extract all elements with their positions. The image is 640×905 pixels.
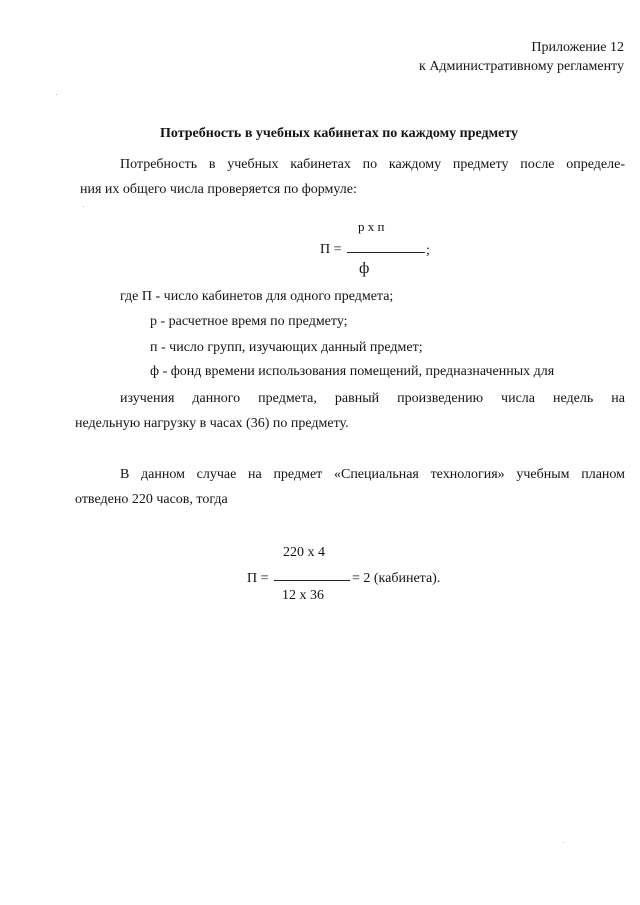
formula1-denominator: ф — [359, 260, 370, 277]
definition-p-total: где П - число кабинетов для одного предмета; — [120, 289, 394, 304]
definition-f-continued: изучения данного предмета, равный произведению числа недель на — [120, 391, 625, 406]
formula2-denominator: 12 х 36 — [282, 588, 324, 603]
example-line-1: В данном случае на предмет «Специальная технология» учебным планом — [120, 467, 625, 482]
scan-speck — [56, 94, 57, 95]
appendix-reference: к Административному регламенту — [419, 59, 624, 74]
definition-n: п - число групп, изучающих данный предмет; — [150, 340, 423, 355]
formula2-lhs: П = — [247, 571, 269, 586]
formula2-numerator: 220 х 4 — [283, 545, 325, 560]
scan-speck — [83, 206, 84, 207]
formula1-fraction-bar — [347, 252, 425, 253]
appendix-number: Приложение 12 — [531, 40, 624, 55]
formula1-numerator: р х п — [358, 219, 385, 234]
formula2-fraction-bar — [274, 580, 350, 581]
definition-f: ф - фонд времени использования помещений, предназначенных для — [150, 364, 555, 379]
formula1-tail: ; — [426, 243, 430, 258]
intro-line-2: ния их общего числа проверяется по формуле: — [80, 182, 357, 197]
definition-r: р - расчетное время по предмету; — [150, 314, 348, 329]
intro-line-1: Потребность в учебных кабинетах по каждому предмету после определе- — [120, 157, 625, 172]
formula2-result: = 2 (кабинета). — [352, 571, 441, 586]
definition-f-end: недельную нагрузку в часах (36) по предмету. — [75, 416, 349, 431]
example-line-2: отведено 220 часов, тогда — [75, 492, 228, 507]
document-title: Потребность в учебных кабинетах по каждому предмету — [160, 126, 519, 141]
scan-speck — [563, 842, 564, 843]
formula1-lhs: П = — [320, 242, 342, 257]
